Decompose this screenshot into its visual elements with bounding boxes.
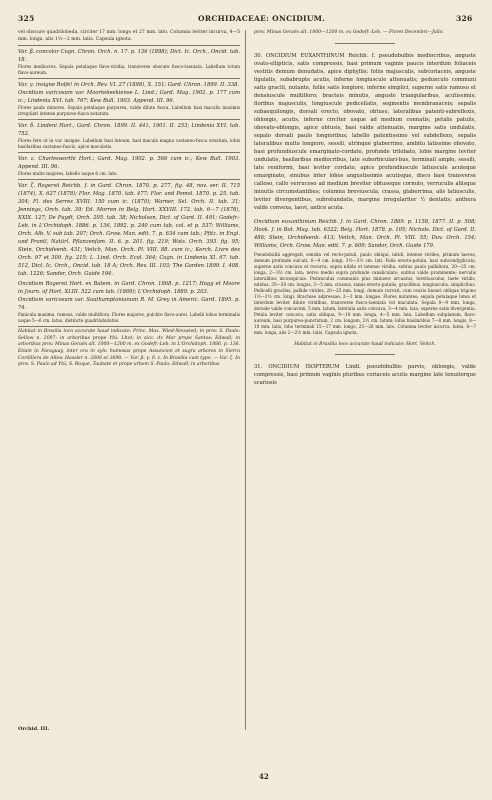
synonym: Oncidium euxanthinum Reichb. f. in Gard. Chron. 1869. p. 1158, 1877. II. p. 508; Hook. f. in Bot. Mag. tab. 6322; Belg. Hort. 1878. p. 105; Nichols. Dict. of Gard. II. 486; Stein, Orchideenb. 413; Veitch, Man. Orch. Pl. VIII. 55; Duv. Orch. 154; Williams, Orch. Grow. Man. edit. 7. p. 609; Sandor, Orch. Guide 179.: [254, 218, 476, 249]
signature-number: 42: [259, 772, 269, 781]
running-head-title: ORCHIDACEAE: ONCIDIUM.: [198, 14, 326, 23]
synonym: Oncidium varicosum var. Southamptonianum R. M. Grey in Americ. Gard. 1895. p. 74.: [18, 297, 240, 312]
habitat-note: Habitat in Brasilia loco accurate haud indicato: Hort. Veitch.: [294, 341, 436, 347]
variety-entry: Var. δ. Lindeni Hort.; Gard. Chron. 1899. II. 441, 1901. II. 253; Lindenia XVI. tab. 752.: [18, 123, 240, 138]
divider: [18, 78, 240, 79]
paragraph: vel obscure quadrilobeda, circiter 17 mm. longo et 27 mm. lato. Columna leviter incurva, 4—5 mm. longa, alis 1½—2 mm. latis. Capsula ignota.: [18, 30, 240, 42]
variety-entry: Var. ζ. Rogersii Reichb. f. in Gard. Chron. 1870. p. 277, fig. 48, nov. ser. II. 715 (1874), X. 627 (1878); Flor. Mag. 1870. tab. 477; Flor. and Pomol. 1870. p. 25. tab. 304; Fl. des Serres XVIII. 150 cum ic. (1870); Warner, Sel. Orch. II. tab. 31; Jennings, Orch. tab. 39; Ed. Morren in Belg. Hort. XXVIII. 172. tab. 6—7 (1878), XXIX. 127; De Puydt, Orch. 205. tab. 38; Nicholson, Dict. of Gard. II. 491; Godefr.-Leb. in L'Orchidoph. 1886. p. 136, 1892. p. 240 cum tab. col. et p. 537; Williams, Orch. Alb. V. sub tab. 207; Orch. Grow. Man. edit. 7. p. 634 cum tab.; Pfitz. in Engl. und Prantl, Natürl. Pflanzenfam. II. 6. p. 201. fig. 219; Wats. Orch. 393. fig. 95; Stein, Orchideenb. 431; Veitch, Man. Orch. Pl. VIII. 88. cum ic.; Kerch. Livre des Orch. 97 et 309. fig. 215; L. Lind. Orch. Ecol. 364; Cogn. in Lindenia XI. 67. tab. 512, Dict. Ic. Orch., Oncid. tab. 18 A; Orch. Rev. III. 103; The Garden 1899. I. 408. tab. 1226; Sander, Orch. Guide 194.: [18, 183, 240, 278]
synonym: Oncidium varicosum var. Moortebeekiense L. Lind.; Gard. Mag. 1902. p. 177 cum ic.; Lindenia XVI. tab. 767; Kew Bull. 1903. Append. III. 96.: [18, 90, 240, 105]
divider: [18, 326, 240, 327]
page-number-right: 326: [456, 14, 473, 23]
variety-entry: Var. ε. Charlesworthi Hort.; Gard. Mag. 1902. p. 566 cum ic.; Kew Bull. 1903. Append. III. 96.: [18, 156, 240, 171]
divider: [18, 45, 240, 46]
running-header: [0, 14, 492, 26]
species-description: 31. ONCIDIUM ISOPTERUM Lindl. pseudobulbis parvis, oblongis, valde compressis, basi primum vaginis pluribus coriaceis acutis margine late tenuiterque scariosis: [254, 364, 476, 387]
variety-description: Flores fere ut in var. insigne. Labellum basi luteum, basi macula magna castaneo-fusca ornatum, lobis basilaribus castaneo-fuscis, apice maculatis.: [18, 138, 240, 150]
divider: [18, 119, 240, 120]
habitat-note: Habitat in Brasilia loco accurate haud indicato: Princ. Max. Wied-Neuwied; in prov. S. Paulo: Sellow n. 2097; in arboribus prope Ytú: Lhot; in sicc. dv Mar prope Santos: Edwall; in arboribus prov. Minas Geraës alt. 1000—1200 m. ex Godefr.-Leb. in L'Orchidoph. 1886. p. 136. Etiam in Paraguay, inter ora in sylv. humosas prope Assuncion et sugra arbores in Sierra Cordillera de Altos: Hassler n. 2606 et 3690. — Var. β. γ. δ. ε. In Brasilia cum typo. — Var. ζ. In prov. S. Paulo ad Ytú, S. Roque, Taubaté et prope urbem S. Paulo: Edwall; in arboribus: [18, 329, 240, 368]
variety-entry: Var. β. concolor Cogn. Chron. Orch. n. 17. p. 136 (1898); Dict. Ic. Orch., Oncid. tab. 18.: [18, 49, 240, 64]
synonym: Oncidium Rogersii Hort. ex Batem. in Gard. Chron. 1868. p. 1217; Hogg et Moore in Journ. of Hort. XLIII. 522 cum tab. (1869); L'Orchidoph. 1889. p. 203.: [18, 281, 240, 296]
variety-description: Flores mediocres. Sepala petalaque flavo-viridia, transverse obscure fusco-taeniata. Labellum totum flavo-aureum.: [18, 64, 240, 76]
divider: [18, 152, 240, 153]
variety-description: Panicula maxima, ramosa, valde multiflora. Flores majores, pulchre flavo-aurei. Labelli lobus terminalis usque 5—6 cm. latus, distincte quadrilobulatus.: [18, 312, 240, 324]
page-number-left: 325: [18, 14, 35, 23]
divider: [18, 179, 240, 180]
species-details: Pseudobulbi aggregati, sensim vel recto-patuli, paulo obliqui, nitidi, intense virides, primum laeves, demum profunde sulcati, 6—9 cm. longi, 3½—3½ cm. lati. Folia erecto-patula, basi subcondyplicata, superne satis concava et recurva, supra nitida et intense viridia, subtus paulo pallidiora, 20—25 cm. longa, 2—3½ cm. lata; nervo medio supra profunde canaliculato, subtus valde prominente; nervulis lateralibus inconspicuis. Pedunculus communis plus minusve arcuatus, teretiusculus, laete viridis, nitidus, 35—50 cm. longus, 3—5 mm. crassus, ramis erecto-patulis, gracilibus, longiusculis, simplicibus. Pedicelli graciles, pallide virides, 20—25 mm. longi, demum curvati, cum ovario lineari oblique trigono 1½—2½ cm. longi. Bracteae adpressae, 2—3 mm. longae. Flores nutantes; sepala petalaque lutea et interdum leviter dilute viridibus, transverse fusco-taeniata vel maculata. Sepala 8—9 mm. longa, dorsale valde concavum, 5 mm. latum, lateralia satis concava, 3—4 mm. lata, superne satis divergentia. Petala leviter concava, satis obliqua, 9—10 mm. longa, 4—5 mm. lata. Labellum subplanum, flavo-aureum, basi purpureo-punctatum, 2 cm. longum, 2½ cm. latum; lobis basilaribus 7—8 mm. longis, 8—10 mm. latis, lobo terminali 15—17 mm. longo, 25—28 mm. lato. Columna leviter incurva, lutea, 6—7 mm. longa, alis 2—2½ mm. latis. Capsula ignota.: [254, 251, 476, 335]
column-rule: [245, 30, 246, 730]
variety-description: Flores multo majores, labello usque 6 cm. lato.: [18, 171, 118, 177]
volume-footer: Orchid. III.: [18, 726, 50, 732]
left-column: [18, 30, 240, 369]
variety-entry: Var. γ. insigne Rolfe! in Orch. Rev. VI. 27 (1898), X. 151; Gard. Chron. 1899. II. 338.: [18, 82, 240, 89]
habitat-note: prov. Minas Geraës alt. 1000—1200 m. ex Godefr.-Leb. — Floret Decembri—Julio.: [254, 30, 444, 35]
species-description: 30. ONCIDIUM EUXANTHINUM Reichb. f. pseudobulbis mediocribus, anguste ovato-ellipticis, satis compressis, basi primum vaginis paucis interdum foliaceis vestitis demum denudatis, apice diphyllis; foliis majusculis, subcoriaceis, anguste ligulatis, subabrupte acutis, inferne longiuscule attenuatis; pedunculo communi satis gracili, nutante, foliis satis longiore, inferne simplici, superne satis ramoso et densiuscule multifloro; bracteis minutis, anguste triangularibus, acutissimis; floribus majusculis, longiuscule pedicellatis, segmentis membranaceis; sepalis subaequilongis, dorsali erecto, obovato, obtuso, lateralibus patenti-subreflexis, oblongis, acutis, inferne circiter usque ad medium connatis; petalis patulis, obovato-oblongis, apice obtusis, basi valde attenuatis, margine satis undulatis, sepalo dorsali paulo longioribus; labello patentissimo vel subdeflexo, sepalis lateralibus multo longiore, sessili, utrinque glaberrimo, ambitu latissime obovato, basi profundiuscule emarginato-cordato, profunde trilobato, lobis margine leviter undulatis, basilaribus mediocribus, late suborbiculari-bus, terminali amplo, sessili, late reniformi, basi leviter cordato, apice profundiuscule latiuscule acuteque emarginato, sinubus inter lobos angustissimis acutisque, disco basi transverse calloso, callo verrucoso ad medium breviter obtuseque cornuto, verruculis aliisque minutis circumstantibus; columna breviuscula, crassa, glaberrima, alis latiusculis, leviter divergentibus, subrotundatis, margine irregulariter ½ dentatis; anthera valde convexa, laevi, antice acuta.: [254, 52, 476, 211]
variety-description: Flores paulo minores. Sepala petalaque purpurea, valde dilute fusca. Labellum basi maculis maximis irregulari intense purpureo-fusca notatum.: [18, 105, 240, 117]
right-column: [254, 30, 476, 387]
section-rule: [335, 354, 395, 355]
section-rule: [335, 43, 395, 44]
